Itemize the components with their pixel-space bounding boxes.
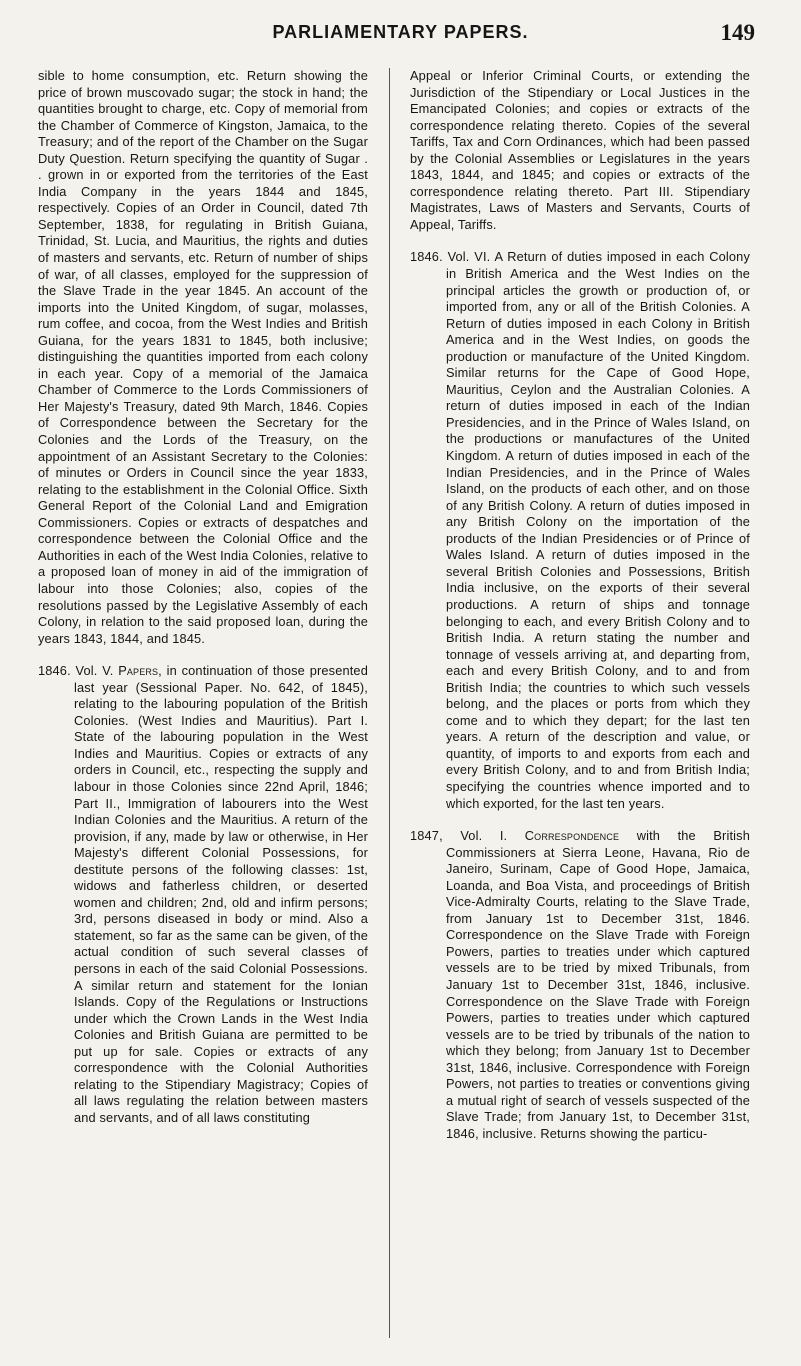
entry-heading: Papers, (118, 663, 162, 679)
left-continuation-text: sible to home consumption, etc. Return showing the price of brown muscovado sugar; the stock in hand; the quantities brought to charge, etc. Copy of memorial from the Chamber of Commerce of Kingston, Jamaica, to the Treasury; and of the report of the Chamber on the Sugar Duty Question. Return specifying the quantity of Sugar . . grown in or exported from the territories of the East India Company in the years 1844 and 1845, respectively. Copies of an Order in Council, dated 7th September, 1838, for regulating in British Guiana, Trinidad, St. Lucia, and Mauritius, the rights and duties of masters and servants, etc. Return of number of ships of war, of all classes, employed for the suppression of the Slave Trade in the year 1845. An account of the imports into the United Kingdom, of sugar, molasses, rum coffee, and cocoa, from the West Indies and British Guiana, for the years 1831 to 1845, both inclusive; distinguishing the quantities imported from each colony in each year. Copy of a memorial of the Jamaica Chamber of Commerce to the Lords Commissioners of Her Majesty's Treasury, dated 9th March, 1846. Copies of Correspondence between the Secretary for the Colonies and the Lords of the Treasury, on the appointment of an Assistant Secretary to the Colonies: of minutes or Orders in Council since the year 1833, relating to the establishment in the Colonial Office. Sixth General Report of the Colonial Land and Emigration Commissioners. Copies or extracts of despatches and correspondence between the Colonial Office and the Authorities in each of the West India Colonies, relative to a proposed loan of money in aid of the immigration of labour into those Colonies; also, copies of the resolutions passed by the Legislative Assembly of each Colony, in relation to the said proposed loan, during the years 1843, 1844, and 1845. (38, 68, 368, 646)
page-header (0, 20, 801, 60)
right-column (410, 68, 750, 1142)
entry-volume: Vol. V. (75, 663, 114, 679)
left-column (38, 68, 368, 1126)
page-number: 149 (720, 20, 755, 45)
running-title: PARLIAMENTARY PAPERS. (272, 22, 529, 42)
entry-year: 1846. (38, 663, 71, 679)
entry-volume: Vol. VI. (447, 249, 491, 265)
column-divider (389, 68, 390, 1338)
entry-spacer (38, 647, 368, 663)
entry-1846-vol-v (38, 663, 368, 1126)
entry-spacer (410, 233, 750, 249)
entry-text: in continuation of those presented last year (Sessional Paper. No. 642, of 1845), relating to the labouring population of the British Colonies. (West Indies and Mauritius). Part I. State of the labouring population in the West Indies and Mauritius. Copies or extracts of any orders in Council, etc., respecting the supply and labour in those Colonies since 22nd April, 1846; Part II., Immigration of labourers into the West Indian Colonies and the Mauritius. A return of the provision, if any, made by law or otherwise, in Her Majesty's different Colonial Possessions, for destitute persons of the following classes: 1st, widows and fatherless children, or deserted women and children; 2nd, old and infirm persons; 3rd, persons diseased in body or mind. Also a statement, so far as the same can be given, of the actual condition of such several classes of persons in each of the said Colonial Possessions. A similar return and statement for the Ionian Islands. Copy of the Regulations or Instructions under which the Crown Lands in the West India Colonies and British Guiana are permitted to be put up for sale. Copies or extracts of any correspondence with the Colonial Authorities relating to the Stipendiary Magistracy; Copies of all laws regulating the relation between masters and servants, and of all laws constituting (74, 663, 368, 1125)
right-continuation-text: Appeal or Inferior Criminal Courts, or extending the Jurisdiction of the Stipendiary or Local Justices in the Emancipated Colonies; and copies or extracts of the correspondence relating thereto. Copies of the several Tariffs, Tax and Corn Ordinances, which had been passed by the Colonial Assemblies or Legislatures in the years 1843, 1844, and 1845; and copies or extracts of the correspondence relating thereto. Part III. Stipendiary Magistrates, Laws of Masters and Servants, Courts of Appeal, Tariffs. (410, 68, 750, 232)
entry-volume: Vol. I. (460, 828, 508, 844)
entry-1846-vol-vi (410, 249, 750, 812)
entry-year: 1847, (410, 828, 443, 844)
entry-spacer (410, 812, 750, 828)
entry-text: A Return of duties imposed in each Colony in British America and the West Indies on the principal articles the growth or production of, or imported from, any or all of the British Colonies. A Return of duties imposed in each Colony in British America and in the West Indies, on goods the production or manufacture of the United Kingdom. Similar returns for the Cape of Good Hope, Mauritius, Ceylon and the Australian Colonies. A return of duties imposed in each of the Indian Presidencies, and in the Prince of Wales Island, on the productions or manufactures of the United Kingdom. A return of duties imposed in each of the Indian Presidencies, and in the Prince of Wales Island, on the products of each other, and on those of any British Colony. A return of duties imposed in any British Colony on the importation of the products of the Indian Presidencies or of Prince of Wales Island. A return of duties imposed in the several British Colonies and Possessions, British India inclusive, on the exports of their several productions. A return of ships and tonnage belonging to each, and every British Colony and to British India. A return stating the number and tonnage of vessels arriving at, and departing from, each and every British Colony, and to and from British India; the countries to which such vessels belong, and the places or ports from which they come and to which they depart; for the last ten years. A return of the description and value, or quantity, of imports to and exports from each and every British Colony, and to and from British India; specifying the countries whence imported and to which exported, for the last ten years. (446, 249, 750, 811)
entry-year: 1846. (410, 249, 443, 265)
entry-text: with the British Commissioners at Sierra Leone, Havana, Rio de Janeiro, Surinam, Cape of Good Hope, Jamaica, Loanda, and Boa Vista, and proceedings of British Vice-Admiralty Courts, relating to the Slave Trade, from January 1st to December 31st, 1846. Correspondence on the Slave Trade with Foreign Powers, parties to treaties under which captured vessels are to be tried by mixed Tribunals, from January 1st to December 31st, 1846, inclusive. Correspondence on the Slave Trade with Foreign Powers, parties to treaties under which captured vessels are to be tried by tribunals of the nation to which they belong; from January 1st to December 31st, 1846, inclusive. Correspondence with Foreign Powers, not parties to treaties or conventions giving a mutual right of search of vessels suspected of the Slave Trade; from January 1st, to December 31st, 1846, inclusive. Returns showing the particu- (446, 828, 750, 1141)
entry-heading: Correspondence (524, 828, 620, 844)
entry-1847-vol-i (410, 828, 750, 1142)
